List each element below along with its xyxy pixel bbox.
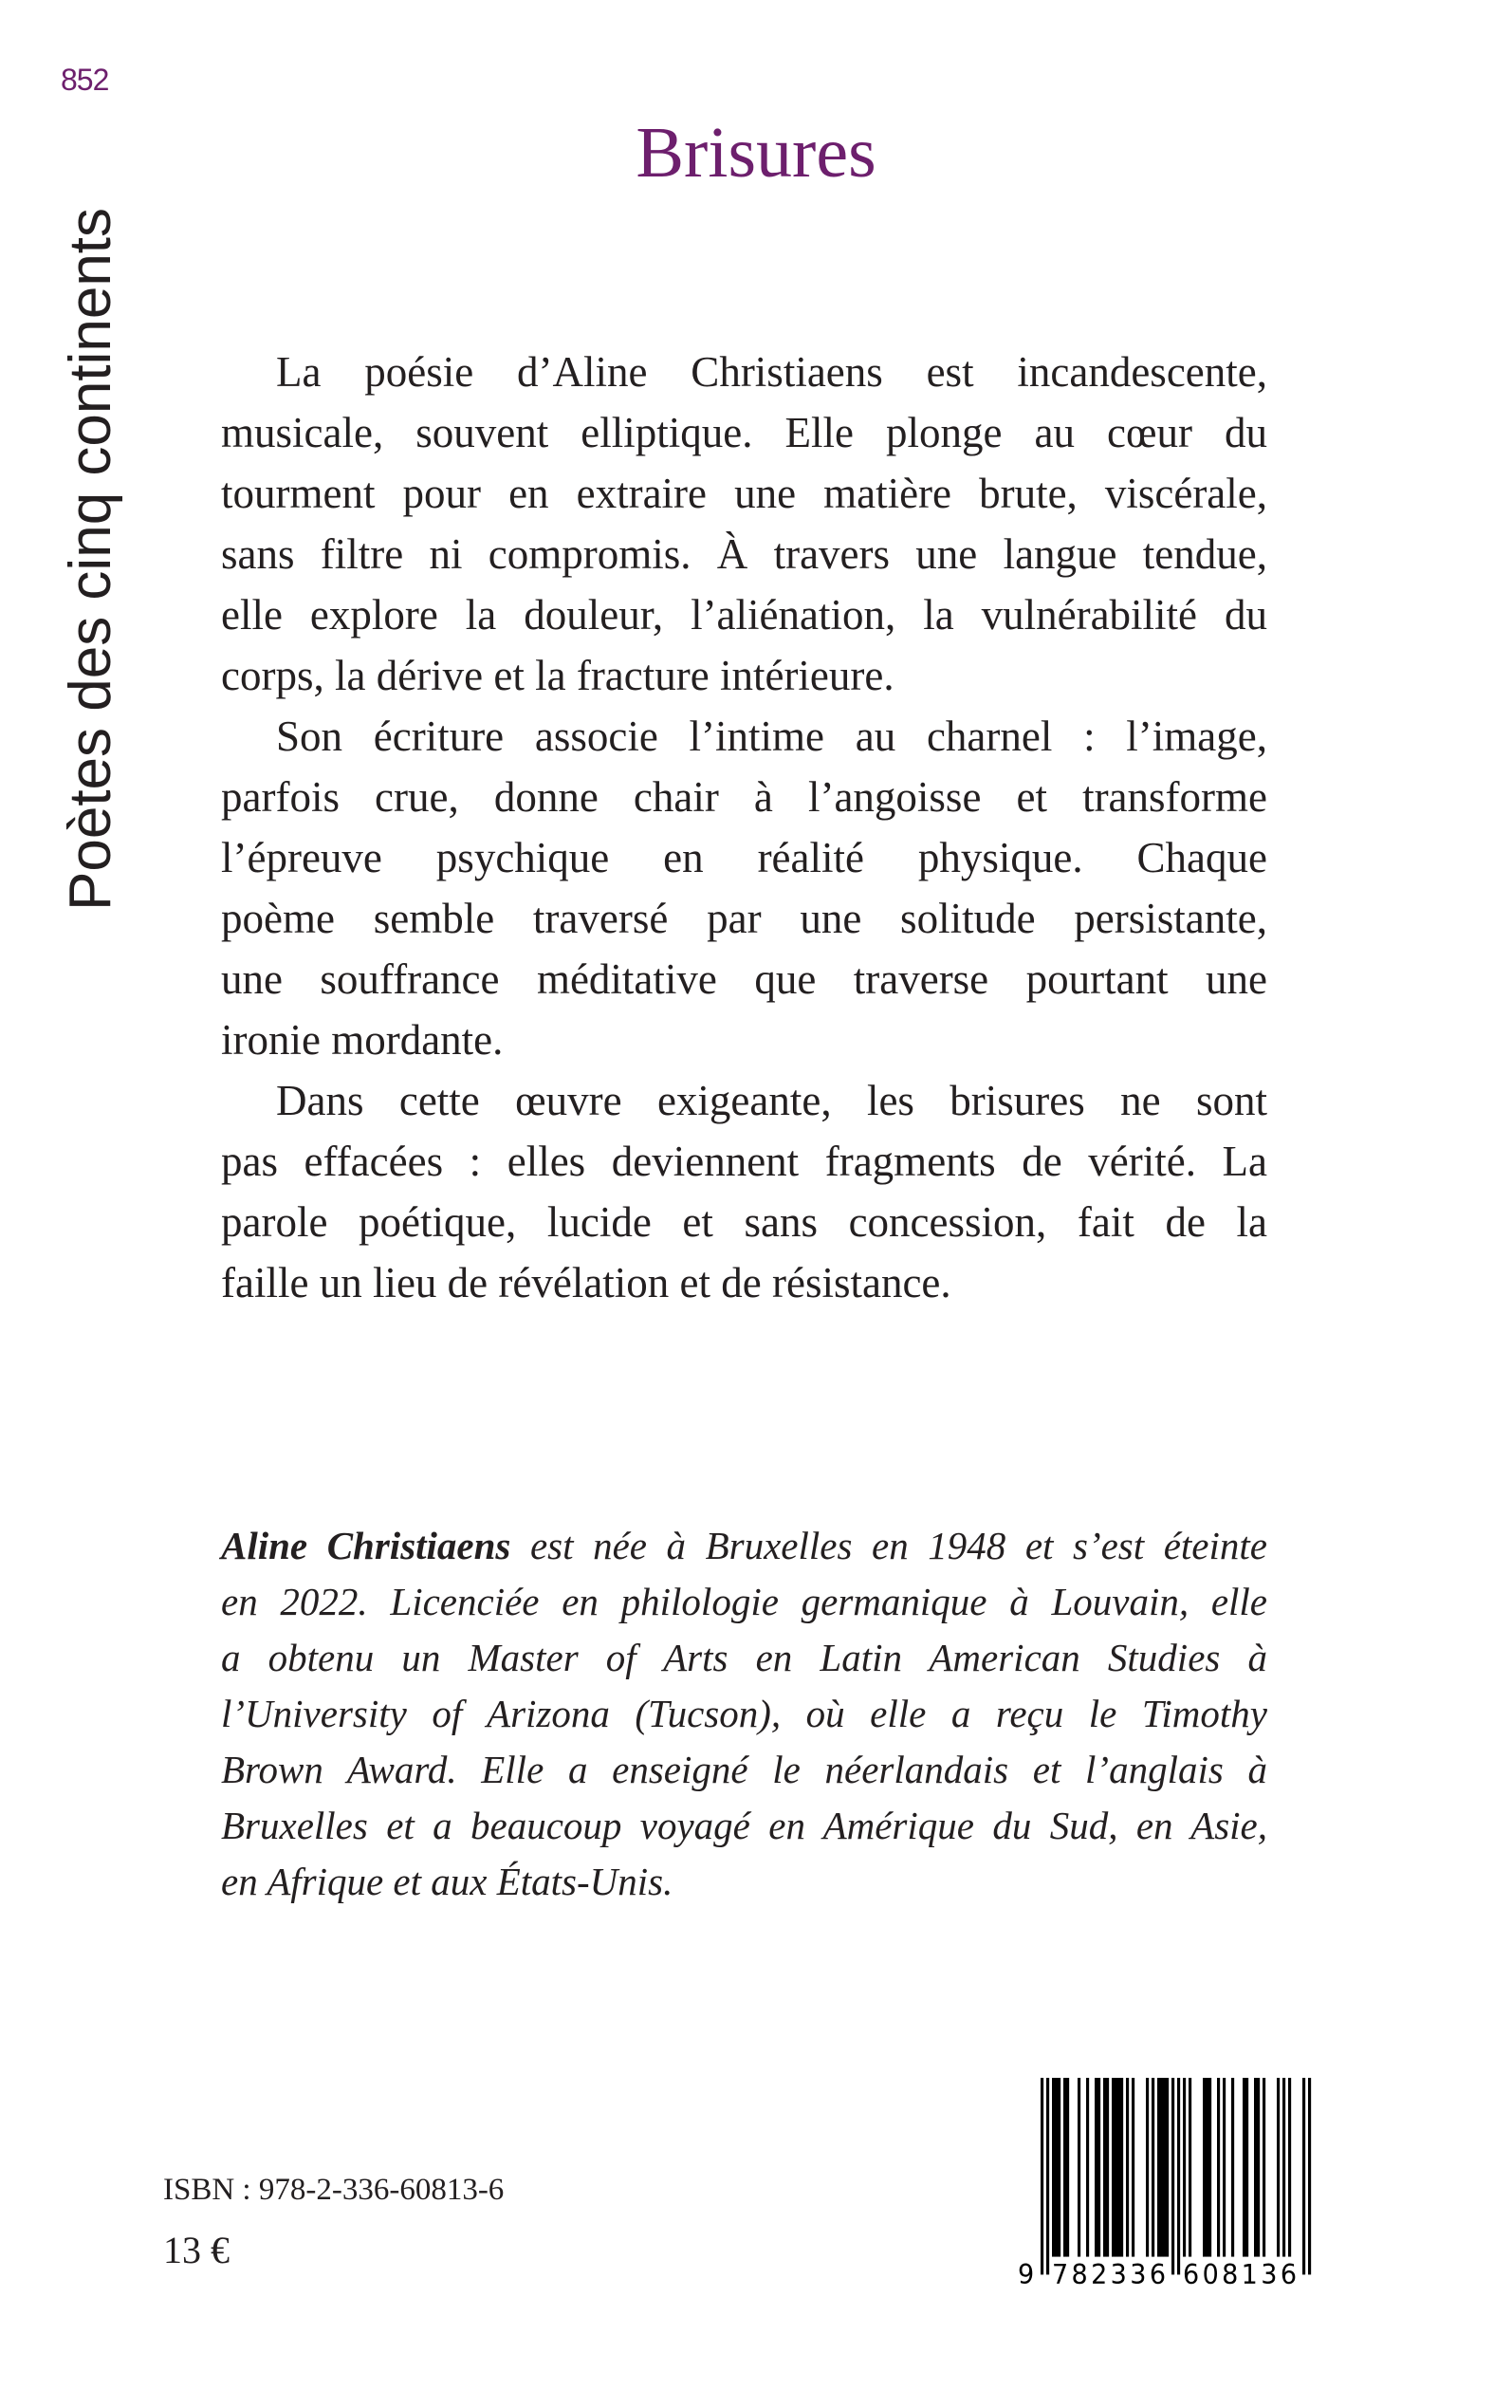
blurb-line: pas effacées : elles deviennent fragments de vérité. La [221,1138,1267,1185]
barcode-bar [1063,2078,1066,2257]
barcode-bar [1245,2078,1248,2257]
barcode-bar [1189,2078,1191,2257]
blurb-line: Dans cette œuvre exigeante, les brisures ne sont [276,1077,1267,1124]
price: 13 € [163,2229,230,2271]
barcode-bar [1146,2078,1149,2257]
barcode-bar [1052,2078,1055,2257]
isbn: ISBN : 978-2-336-60813-6 [163,2173,505,2207]
bio-line: Brown Award. Elle a enseigné le néerlandais et l’anglais à [221,1748,1267,1791]
blurb-line: ironie mordante. [221,1016,504,1064]
barcode-bar [1183,2078,1186,2257]
barcode-bar [1288,2078,1291,2257]
author-bio [221,1518,1267,1910]
barcode-bar [1066,2078,1069,2257]
barcode-bar [1157,2078,1160,2257]
collection-number: 852 [61,63,109,97]
barcode-bar [1166,2078,1169,2257]
barcode-bar [1302,2078,1305,2274]
blurb-line: sans filtre ni compromis. À travers une langue tendue, [221,530,1267,578]
barcode-right-digits: 608136 [1183,2258,1297,2287]
blurb-line: tourment pour en extraire une matière brute, viscérale, [221,470,1267,517]
barcode-bar [1203,2078,1206,2257]
blurb-line: parole poétique, lucide et sans concession, fait de la [221,1198,1267,1246]
barcode-bar [1115,2078,1117,2257]
barcode-bar [1277,2078,1280,2257]
barcode-bar [1078,2078,1080,2257]
barcode-bar [1217,2078,1220,2257]
bio-line: Bruxelles et a beaucoup voyagé en Amérique du Sud, en Asie, [221,1804,1267,1847]
blurb-line: La poésie d’Aline Christiaens est incandescente, [276,348,1267,396]
barcode-bar [1095,2078,1097,2257]
barcode [1018,2078,1331,2287]
barcode-bar [1231,2078,1234,2257]
barcode-bar [1126,2078,1129,2257]
blurb-line: une souffrance méditative que traverse pourtant une [221,955,1267,1003]
blurb-line: musicale, souvent elliptique. Elle plonge au cœur du [221,409,1267,456]
barcode-bar [1308,2078,1311,2274]
barcode-bar [1117,2078,1120,2257]
barcode-bar [1208,2078,1211,2257]
barcode-bar [1254,2078,1257,2257]
series-title: Poètes des cinq continents [58,207,123,911]
blurb-line: faille un lieu de révélation et de résistance. [221,1259,951,1306]
barcode-bar [1152,2078,1154,2257]
barcode-bar [1103,2078,1106,2257]
bio-line: en Afrique et aux États-Unis. [221,1860,673,1903]
barcode-left-digits: 782336 [1052,2258,1166,2287]
barcode-bar [1177,2078,1180,2274]
barcode-bar [1112,2078,1115,2257]
barcode-bar [1055,2078,1058,2257]
barcode-bar [1086,2078,1089,2257]
barcode-bar [1171,2078,1174,2274]
barcode-bar [1263,2078,1265,2257]
barcode-bar [1282,2078,1285,2257]
barcode-bar [1058,2078,1060,2257]
blurb [221,342,1267,1313]
blurb-line: Son écriture associe l’intime au charnel : l’image, [276,713,1267,760]
barcode-bar [1206,2078,1208,2257]
barcode-bar [1106,2078,1109,2257]
book-title: Brisures [636,113,876,193]
barcode-bar [1257,2078,1260,2257]
barcode-bar [1041,2078,1043,2274]
barcode-lead-digit: 9 [1018,2258,1035,2287]
blurb-line: poème semble traversé par une solitude persistante, [221,895,1267,942]
bio-line [221,1518,1267,1574]
barcode-bar [1163,2078,1166,2257]
author-name: Aline Christiaens [221,1524,511,1567]
barcode-bar [1120,2078,1123,2257]
barcode-bar [1132,2078,1134,2257]
blurb-line: l’épreuve psychique en réalité physique. Chaque [221,834,1267,881]
barcode-bar [1160,2078,1163,2257]
blurb-line: corps, la dérive et la fracture intérieure. [221,652,894,699]
blurb-line: elle explore la douleur, l’aliénation, la vulnérabilité du [221,591,1267,639]
barcode-bar [1243,2078,1245,2257]
barcode-bar [1046,2078,1049,2274]
blurb-line: parfois crue, donne chair à l’angoisse et transforme [221,773,1267,821]
barcode-bar [1223,2078,1226,2257]
barcode-bar [1097,2078,1100,2257]
bio-line: l’University of Arizona (Tucson), où elle a reçu le Timothy [221,1692,1267,1735]
bio-line: a obtenu un Master of Arts en Latin American Studies à [221,1636,1267,1679]
bio-line: en 2022. Licenciée en philologie germanique à Louvain, elle [221,1580,1267,1623]
bio-text: est née à Bruxelles en 1948 et s’est éteinte [510,1524,1267,1567]
